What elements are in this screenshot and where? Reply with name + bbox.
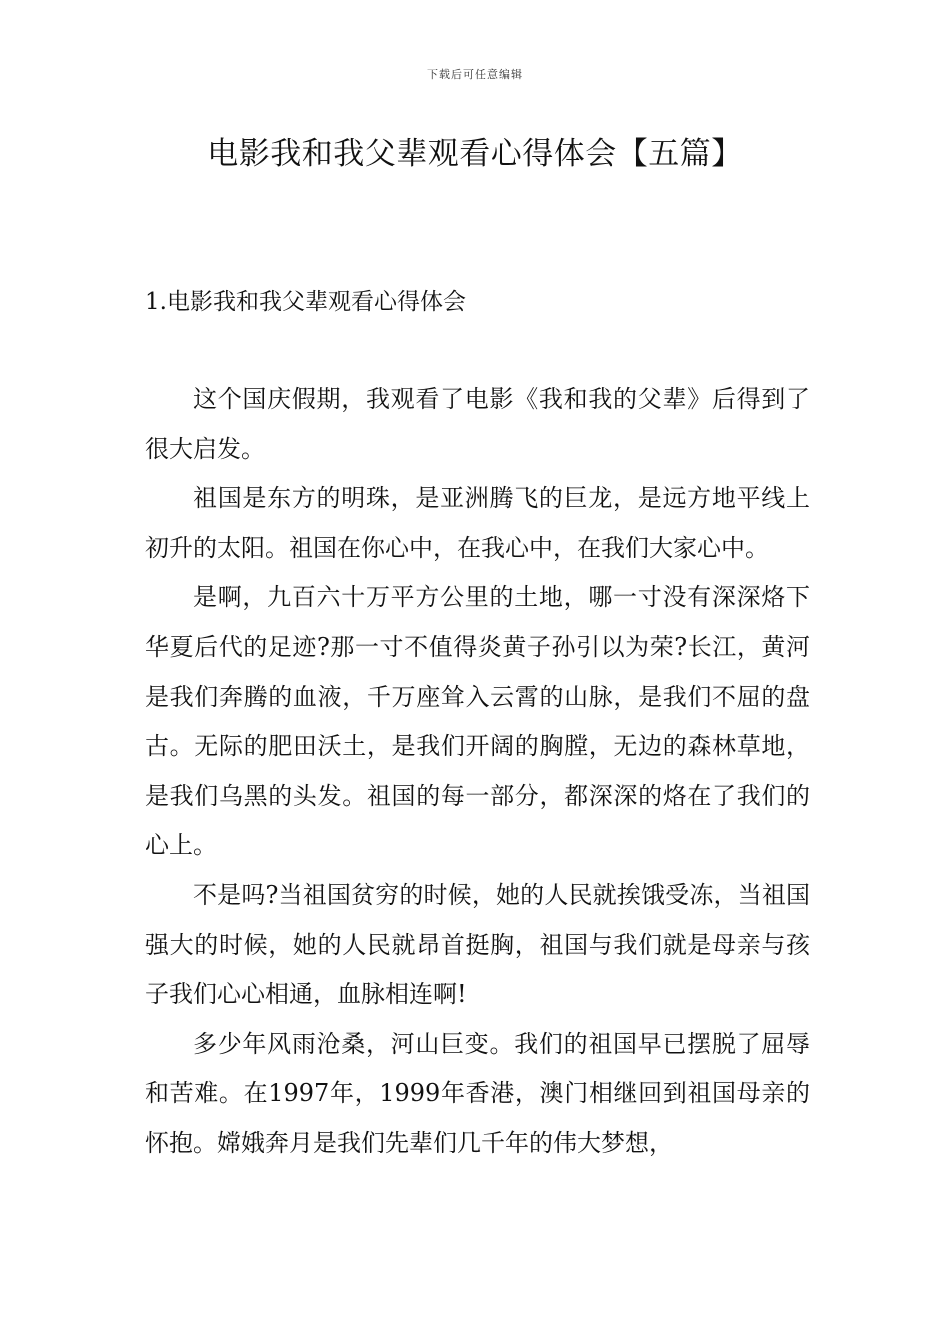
section-heading: 1.电影我和我父辈观看心得体会 xyxy=(145,289,466,315)
paragraph-1: 这个国庆假期，我观看了电影《我和我的父辈》后得到了很大启发。 xyxy=(145,385,810,463)
paragraph-3: 是啊，九百六十万平方公里的土地，哪一寸没有深深烙下华夏后代的足迹?那一寸不值得炎黄子孙引以为荣?长江，黄河是我们奔腾的血液，千万座耸入云霄的山脉，是我们不屈的盘古。无际的肥田沃土，是我们开阔的胸膛，无边的森林草地，是我们乌黑的头发。祖国的每一部分，都深深的烙在了我们的心上。 xyxy=(145,583,810,860)
body-text xyxy=(145,375,810,1169)
paragraph-4: 不是吗?当祖国贫穷的时候，她的人民就挨饿受冻，当祖国强大的时候，她的人民就昂首挺胸，祖国与我们就是母亲与孩子我们心心相通，血脉相连啊! xyxy=(145,880,810,1009)
header-note: 下载后可任意编辑 xyxy=(427,68,523,81)
document-title: 电影我和我父辈观看心得体会【五篇】 xyxy=(207,136,743,172)
paragraph-2: 祖国是东方的明珠，是亚洲腾飞的巨龙，是远方地平线上初升的太阳。祖国在你心中，在我心中，在我们大家心中。 xyxy=(145,484,810,562)
paragraph-5: 多少年风雨沧桑，河山巨变。我们的祖国早已摆脱了屈辱和苦难。在1997年，1999年香港，澳门相继回到祖国母亲的怀抱。嫦娥奔月是我们先辈们几千年的伟大梦想， xyxy=(145,1029,810,1157)
